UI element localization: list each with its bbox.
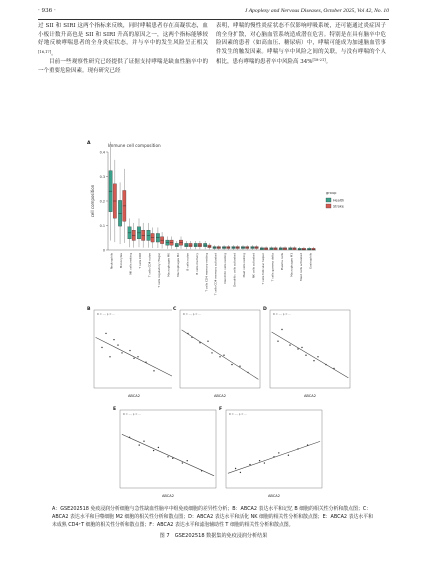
plot-frame [94, 310, 174, 388]
x-tick-label: B cells memory [194, 253, 199, 275]
x-axis-label: ABCA2 [127, 394, 141, 398]
stats-annotation: R = ..., p = ... [183, 313, 201, 316]
plot-frame [120, 410, 216, 488]
scatter-point [101, 347, 102, 348]
x-tick-label: Macrophages M2 [175, 253, 180, 277]
scatter-point [289, 344, 290, 345]
x-tick-label: T cells CD4 memory resting [204, 253, 209, 292]
panel-b-scatter [86, 304, 178, 402]
scatter-point [239, 365, 240, 366]
stats-annotation: R = ..., p = ... [273, 313, 291, 316]
panel-c-scatter [172, 304, 264, 402]
x-axis-label: ABCA2 [267, 494, 281, 498]
figure-caption: A：GSE202518 免疫浸润分析细胞与急性缺血性脑卒中组免疫细胞的差异性分析；B：ABCA2 表达水平和记忆 B 细胞的相关性分析和散点图；C：ABCA2 表达水平和巨噬细胞 M2 细胞的相关性分析和散点图；D：ABCA2 表达水平和活化 NK 细胞的相关性分析和散点图；E：ABCA2 表达水平和未成熟 CD4⁺T 细胞的相关性分析和散点图；F：ABCA2 表达水平和滤泡辅助性 T 细胞的相关性分析和散点图。 [52, 506, 374, 529]
panel-f-scatter [218, 404, 326, 502]
x-tick-label: Dendritic cells resting [223, 253, 228, 284]
x-tick-label: T cells CD4 naive [147, 253, 152, 278]
scatter-d-svg [262, 304, 354, 402]
panel-label: C [173, 307, 177, 312]
header-rule [38, 19, 389, 20]
x-tick-label: Mast cells activated [298, 253, 303, 281]
left-paragraph-2: 目前一些观察性研究已经提供了证据支持哮喘是缺血性脑卒中的一个重要危险因素。现有研究已经 [38, 59, 208, 74]
x-tick-label: B cells naive [185, 253, 190, 271]
scatter-point [105, 333, 106, 334]
right-paragraph-1-text: 表明，哮喘的慢性炎症状态不仅影响呼吸系统，还可能通过炎症因子的全身扩散，对心脑血管系统造成潜在危害。特别是在具有脑卒中危险因素的患者（如高血压、糖尿病）中，哮喘可能成为加速脑血管事件发生的触发因素。哮喘与卒中风险之间的关联，与没有哮喘的个人相比，患有哮喘的患者卒中风险高 34% [216, 23, 386, 66]
scatter-point [317, 356, 318, 357]
scatter-f-svg [218, 404, 326, 502]
x-tick-label: T cells CD8 [138, 253, 143, 269]
stats-annotation: R = ..., p = ... [123, 413, 141, 416]
scatter-point [129, 350, 130, 351]
boxplot-svg [86, 138, 364, 300]
scatter-point [219, 356, 220, 357]
scatter-point [172, 458, 173, 459]
scatter-point [133, 358, 134, 359]
scatter-c-svg [172, 304, 264, 402]
scatter-point [301, 347, 302, 348]
x-tick-label: Plasma cells [279, 253, 284, 271]
x-tick-label: Eosinophils [308, 253, 313, 269]
x-tick-label: NK cells resting [128, 253, 133, 275]
scatter-point [207, 341, 208, 342]
scatter-point [297, 348, 298, 349]
scatter-point [139, 444, 140, 445]
y-tick-label: 0 [102, 248, 105, 253]
left-column [38, 22, 208, 76]
x-tick-label: T cells gamma delta [270, 253, 275, 282]
x-tick-label: NK cells activated [251, 253, 256, 279]
citation-ref: [16,17] [38, 49, 52, 54]
scatter-point [259, 460, 260, 461]
x-axis-label: ABCA2 [303, 394, 317, 398]
y-tick-label: 0.4 [99, 150, 105, 155]
legend-label: Health [333, 198, 345, 203]
scatter-point [153, 370, 154, 371]
legend-swatch [326, 198, 331, 202]
x-axis-label: ABCA2 [161, 494, 175, 498]
scatter-point [117, 344, 118, 345]
x-tick-label: T cells follicular helper [261, 253, 265, 285]
right-paragraph-1 [216, 22, 386, 67]
x-tick-label: Mast cells resting [242, 253, 247, 278]
panel-label: E [113, 407, 117, 412]
panel-a-boxplot [86, 138, 364, 300]
left-paragraph-1 [38, 22, 208, 58]
scatter-point [305, 355, 306, 356]
scatter-point [278, 452, 279, 453]
scatter-point [235, 468, 236, 469]
page-number: · 936 · [38, 8, 56, 14]
scatter-point [121, 352, 122, 353]
scatter-point [264, 462, 265, 463]
scatter-point [187, 460, 188, 461]
scatter-point [277, 341, 278, 342]
scatter-point [281, 329, 282, 330]
x-tick-label: Neutrophils [109, 253, 114, 270]
legend-title: group [326, 191, 337, 195]
scatter-point [288, 455, 289, 456]
x-tick-label: T cells regulatory (Tregs) [157, 253, 161, 288]
x-axis-label: ABCA2 [213, 394, 227, 398]
legend-swatch [326, 204, 331, 208]
chart-title: Immune cell composition [108, 143, 161, 148]
plot-frame [180, 310, 260, 388]
scatter-point [231, 364, 232, 365]
y-axis-label: cell composition [90, 184, 95, 218]
scatter-e-svg [112, 404, 223, 502]
stats-annotation: R = ..., p = ... [229, 413, 247, 416]
scatter-point [167, 456, 168, 457]
x-tick-label: Monocytes [119, 253, 124, 269]
x-tick-label: Macrophages M1 [289, 253, 294, 277]
scatter-point [313, 360, 314, 361]
scatter-point [113, 339, 114, 340]
right-column [216, 22, 386, 67]
scatter-point [158, 447, 159, 448]
panel-e-scatter [112, 404, 223, 502]
x-tick-label: T cells CD4 memory activated [213, 253, 218, 296]
right-paragraph-1-end: 。 [325, 59, 332, 66]
scatter-point [211, 352, 212, 353]
scatter-point [109, 356, 110, 357]
plot-frame [270, 310, 350, 388]
scatter-point [153, 450, 154, 451]
plot-frame [226, 410, 322, 488]
panel-label: B [87, 307, 91, 312]
running-header [38, 8, 389, 18]
scatter-point [240, 472, 241, 473]
scatter-point [249, 464, 250, 465]
panel-label: F [219, 407, 223, 412]
y-tick-label: 0.1 [99, 223, 105, 228]
panel-label: D [263, 307, 267, 312]
x-tick-label: Dendritic cells activated [232, 253, 237, 287]
scatter-b-svg [86, 304, 178, 402]
y-tick-label: 0.3 [99, 174, 105, 179]
panel-d-scatter [262, 304, 354, 402]
left-paragraph-1-end: 。 [51, 50, 57, 57]
scatter-point [137, 356, 138, 357]
scatter-point [223, 355, 224, 356]
x-tick-label: Macrophages M0 [166, 253, 171, 277]
left-paragraph-1-text: 过 SII 和 SIRI 这两个指标来反映，同时哮喘患者存在高凝状态，血小板计数升高也是 SII 和 SIRI 升高的原因之一，这两个指标能够较好地反映哮喘患者的全身炎症状态，并与卒中的发生风险呈正相关 [38, 23, 208, 47]
citation-ref: [18-21] [312, 58, 326, 63]
panel-label: A [87, 141, 91, 146]
journal-citation: J Apoplexy and Nervous Diseases, October 2025, Vol 42, No. 10 [244, 8, 389, 14]
y-tick-label: 0.2 [99, 199, 105, 204]
stats-annotation: R = ..., p = ... [97, 313, 115, 316]
scatter-point [143, 441, 144, 442]
figure-title: 图 7 GSE202518 数据集的免疫浸润分析结果 [159, 533, 268, 539]
legend-label: Stroke [333, 204, 344, 209]
scatter-point [182, 462, 183, 463]
